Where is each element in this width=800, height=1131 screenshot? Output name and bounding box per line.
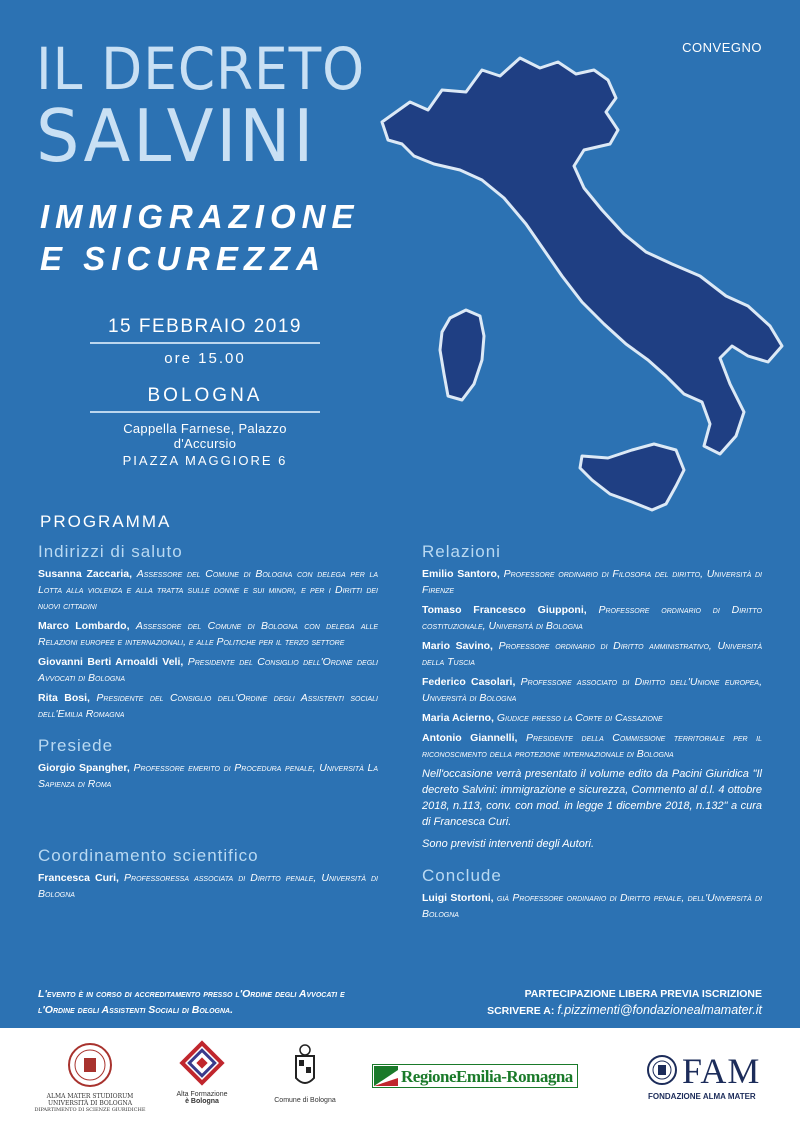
speaker-entry [38, 870, 378, 902]
event-time: ore 15.00 [164, 350, 246, 367]
speaker-name: Rita Bosi, [38, 692, 90, 704]
unibo-seal-icon [67, 1042, 113, 1088]
unibo-caption-3: DIPARTIMENTO DI SCIENZE GIURIDICHE [34, 1107, 146, 1113]
speaker-entry [38, 760, 378, 792]
alta-caption-2: è Bologna [185, 1098, 219, 1105]
conclude-title: Conclude [422, 866, 502, 885]
subtitle-line-2: E SICUREZZA [40, 240, 327, 277]
speaker-name: Antonio Giannelli, [422, 732, 518, 744]
contact-email-link[interactable]: f.pizzimenti@fondazionealmamater.it [557, 1003, 762, 1017]
partecipazione-text: PARTECIPAZIONE LIBERA PREVIA ISCRIZIONE [524, 988, 762, 1000]
program-right-column [422, 542, 762, 926]
unibo-caption-1: ALMA MATER STUDIORUM [46, 1093, 134, 1100]
speaker-role: Professore ordinario di Filosofia del diritto, Università di Firenze [422, 568, 762, 596]
fam-logo [646, 1048, 766, 1118]
regione-flag-icon [374, 1066, 398, 1086]
speaker-entry [38, 618, 378, 650]
speaker-name: Federico Casolari, [422, 676, 516, 688]
comune-crest-icon [288, 1042, 322, 1092]
scrivere-label: SCRIVERE A: [487, 1005, 555, 1017]
speaker-role: Presidente del Consiglio dell'Ordine degli Assistenti sociali dell'Emilia Romagna [38, 692, 378, 720]
speaker-name: Marco Lombardo, [38, 620, 130, 632]
coordinamento-title: Coordinamento scientifico [38, 846, 259, 865]
event-venue: Cappella Farnese, Palazzo d'Accursio [123, 421, 287, 451]
regione-name: RegioneEmilia-Romagna [401, 1067, 573, 1086]
speaker-role: Professore ordinario di Diritto costituzionale, Università di Bologna [422, 604, 763, 632]
speaker-entry [38, 690, 378, 722]
speaker-entry [422, 730, 762, 762]
speaker-role: Presidente del Consiglio dell'Ordine degli Avvocati di Bologna [38, 656, 378, 684]
unibo-caption-2: UNIVERSITÀ DI BOLOGNA [47, 1100, 133, 1107]
registration-info [487, 986, 762, 1019]
comune-caption: Comune di Bologna [274, 1097, 336, 1104]
speaker-role: Giudice presso la Corte di Cassazione [496, 712, 663, 724]
contact-line [487, 1002, 762, 1019]
speaker-name: Luigi Stortoni, [422, 892, 494, 904]
alta-caption-1: Alta Formazione [176, 1091, 228, 1098]
speaker-entry [422, 890, 762, 922]
speaker-role: Professoressa associata di Diritto penale, Università di Bologna [38, 872, 378, 900]
event-date: 15 FEBBRAIO 2019 [90, 316, 320, 344]
relazioni-title: Relazioni [422, 542, 501, 561]
program-left-column [38, 542, 378, 906]
speaker-role: Assessore del Comune di Bologna con delega alle Relazioni europee e internazionali, e alle Politiche per il terzo settore [38, 620, 379, 648]
programma-heading: PROGRAMMA [40, 512, 172, 531]
speaker-role: Professore ordinario di Diritto amministrativo, Università della Tuscia [422, 640, 763, 668]
speaker-entry [38, 566, 378, 614]
speaker-entry [422, 602, 762, 634]
speaker-name: Mario Savino, [422, 640, 493, 652]
fam-caption: FONDAZIONE ALMA MATER [648, 1092, 756, 1101]
subtitle-line-1: IMMIGRAZIONE [40, 198, 360, 235]
speaker-role: Assessore del Comune di Bologna con delega per la Lotta alla violenza e alla tratta sulle donne e sui minori, e per i Diritti dei nuovi cittadini [38, 568, 379, 612]
speaker-name: Giovanni Berti Arnoaldi Veli, [38, 656, 184, 668]
title-line-1: IL DECRETO [36, 35, 366, 103]
speaker-role: già Professore ordinario di Diritto penale, dell'Università di Bologna [422, 892, 762, 920]
title-line-2: SALVINI [36, 94, 317, 178]
comune-bologna-logo [268, 1042, 342, 1104]
event-info [90, 316, 320, 468]
accreditamento-note: L'evento è in corso di accreditamento presso l'Ordine degli Avvocati e l'Ordine degli Assistenti Sociali di Bologna. [38, 988, 345, 1016]
authors-note: Sono previsti interventi degli Autori. [422, 838, 595, 850]
event-address: PIAZZA MAGGIORE 6 [122, 453, 288, 468]
speaker-role: Professore associato di Diritto dell'Unione europea, Università di Bologna [422, 676, 762, 704]
speaker-role: Presidente della Commissione territoriale per il riconoscimento della protezione internazionale di Bologna [422, 732, 762, 760]
unibo-logo [30, 1042, 150, 1114]
alta-formazione-logo [172, 1040, 232, 1105]
speaker-name: Giorgio Spangher, [38, 762, 130, 774]
speaker-name: Maria Acierno, [422, 712, 494, 724]
saluti-title: Indirizzi di saluto [38, 542, 183, 561]
speaker-entry [422, 674, 762, 706]
presiede-title: Presiede [38, 736, 114, 755]
fam-seal-icon [646, 1054, 678, 1086]
fam-name: FAM [682, 1051, 761, 1091]
convegno-label: CONVEGNO [682, 40, 762, 55]
regione-logo [372, 1064, 578, 1088]
speaker-role: Professore emerito di Procedura penale, Università La Sapienza di Roma [38, 762, 379, 790]
speaker-entry [422, 566, 762, 598]
speaker-entry [422, 710, 762, 726]
speaker-name: Francesca Curi, [38, 872, 119, 884]
italy-map-icon [370, 40, 800, 520]
speaker-name: Emilio Santoro, [422, 568, 500, 580]
speaker-name: Susanna Zaccaria, [38, 568, 133, 580]
speaker-name: Tomaso Francesco Giupponi, [422, 604, 587, 616]
speaker-entry [422, 638, 762, 670]
subtitle [40, 196, 359, 280]
logo-strip [0, 1028, 800, 1131]
alta-formazione-icon [179, 1040, 225, 1086]
speaker-entry [38, 654, 378, 686]
volume-note: Nell'occasione verrà presentato il volume edito da Pacini Giuridica "Il decreto Salvini: immigrazione e sicurezza, Commento al d.l. 4 ottobre 2018, n.113, conv. con mod. in legge 1 dicembre 2018, n.132" a cura di Francesca Curi. [422, 768, 762, 828]
event-city: BOLOGNA [90, 385, 320, 413]
